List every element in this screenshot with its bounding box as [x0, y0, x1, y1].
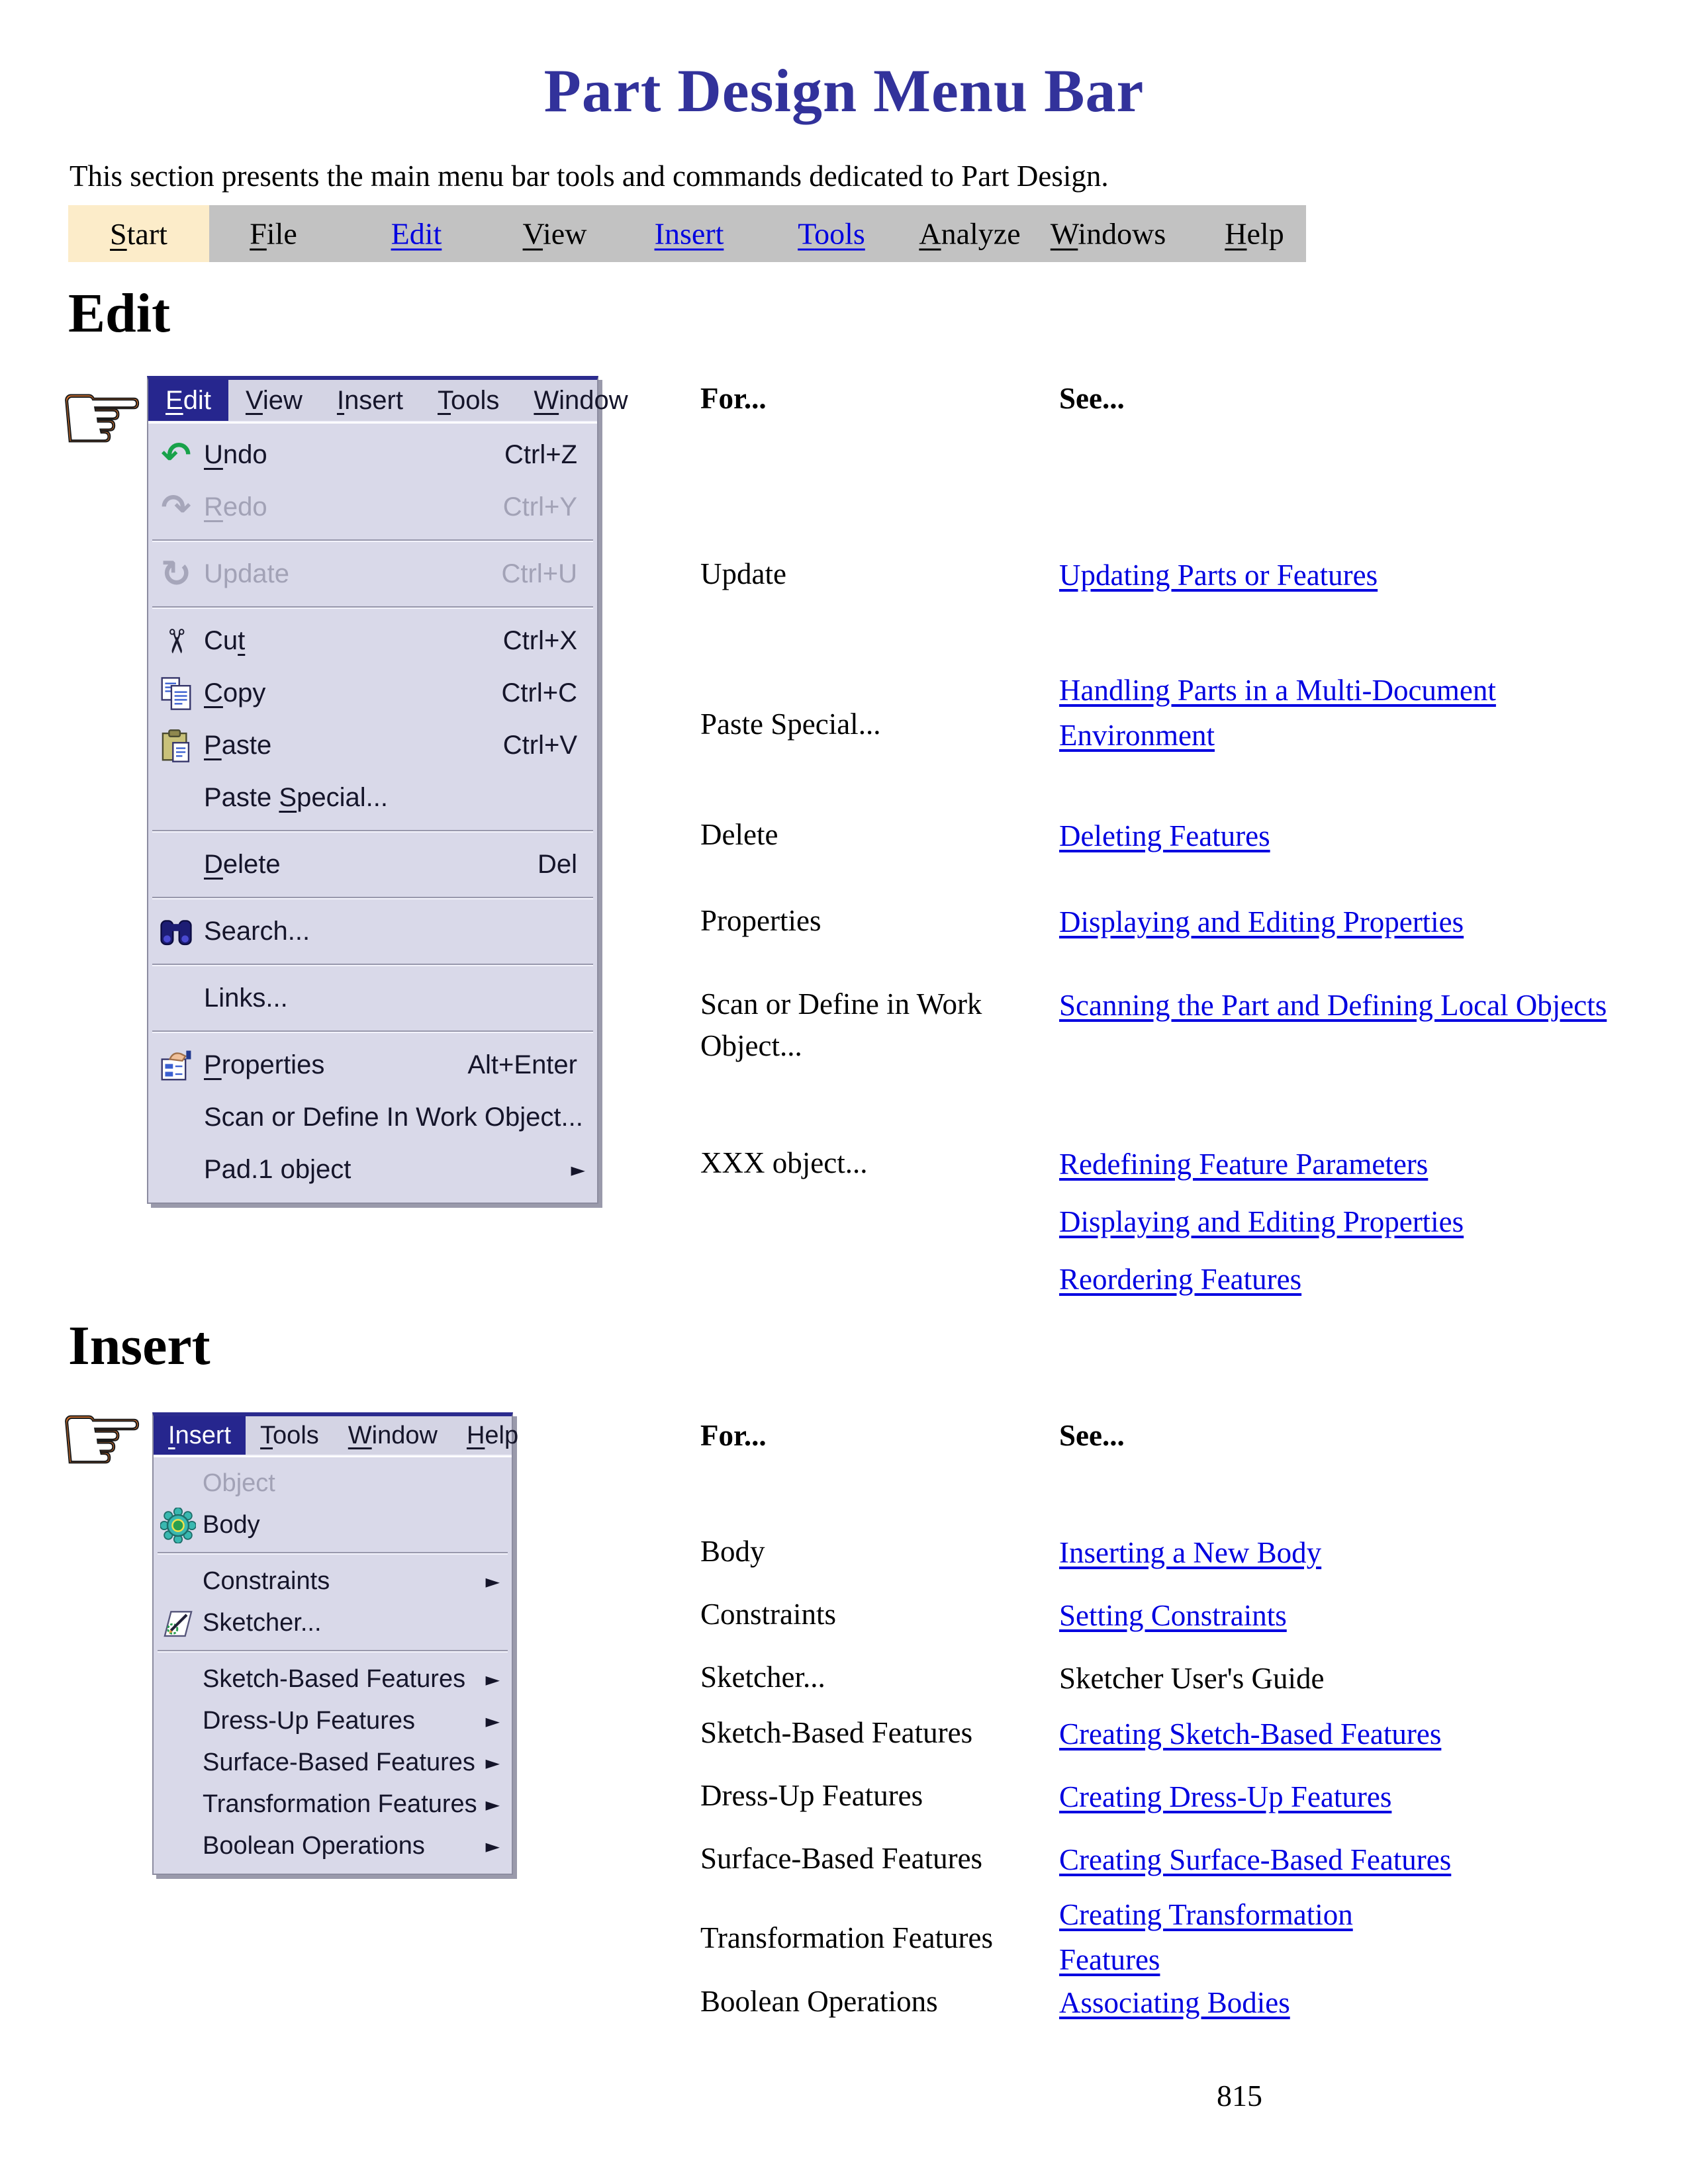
menu-item-tools[interactable]: Tools	[798, 216, 865, 251]
menu-item-update[interactable]: ↻ Update Ctrl+U	[148, 548, 597, 600]
menu-item-links[interactable]: Links...	[204, 983, 288, 1013]
menu-item-sketcher[interactable]: Sketcher...	[154, 1602, 512, 1644]
cut-icon: ✂	[157, 627, 195, 655]
menu-item-paste-special[interactable]: Paste Special...	[204, 783, 388, 812]
menu-item-sketch-based-features[interactable]: Sketch-Based Features ►	[203, 1665, 500, 1693]
menu-item-properties[interactable]: Properties Alt+Enter	[148, 1039, 597, 1091]
insert-menu-menubar	[154, 1416, 519, 1456]
menubar-item-tools[interactable]: Tools	[260, 1421, 319, 1449]
table-header-see: See...	[1059, 1419, 1125, 1452]
link-creating-dress-up-features[interactable]: Creating Dress-Up Features	[1059, 1780, 1392, 1813]
menu-separator	[158, 1650, 508, 1653]
submenu-arrow-icon: ►	[485, 1710, 500, 1732]
workbench-menu-bar	[68, 205, 1306, 262]
menu-separator	[152, 897, 593, 899]
submenu-arrow-icon: ►	[485, 1794, 500, 1815]
menu-item-copy[interactable]: Copy Ctrl+C	[148, 667, 597, 719]
menu-item-delete[interactable]: Delete Del	[204, 850, 577, 879]
menu-item-insert[interactable]: Insert	[654, 216, 724, 251]
menu-separator	[152, 830, 593, 833]
menu-separator	[152, 1030, 593, 1033]
menubar-item-help[interactable]: Help	[466, 1421, 519, 1449]
link-reordering-features[interactable]: Reordering Features	[1059, 1263, 1302, 1296]
link-displaying-editing-properties-2[interactable]: Displaying and Editing Properties	[1059, 1205, 1464, 1238]
body-icon	[154, 1508, 203, 1543]
link-handling-parts-multi-document[interactable]: Handling Parts in a Multi-Document Environment	[1059, 674, 1496, 752]
menu-item-pad1-object[interactable]: Pad.1 object ►	[204, 1155, 585, 1184]
edit-menu-menubar	[148, 380, 628, 422]
table-header-see: See...	[1059, 382, 1125, 415]
table-header-for: For...	[700, 1419, 767, 1452]
search-icon	[148, 915, 204, 949]
intro-text: This section presents the main menu bar tools and commands dedicated to Part Design.	[70, 159, 1109, 193]
update-icon: ↻	[160, 553, 192, 596]
page-number: 815	[1217, 2079, 1262, 2113]
menu-item-surface-based-features[interactable]: Surface-Based Features ►	[203, 1749, 500, 1776]
menu-item-boolean-operations[interactable]: Boolean Operations ►	[203, 1832, 500, 1860]
link-creating-surface-based-features[interactable]: Creating Surface-Based Features	[1059, 1843, 1452, 1876]
menu-item-search[interactable]: Search...	[148, 905, 597, 958]
menu-item-edit[interactable]: Edit	[391, 216, 442, 251]
menu-separator	[158, 1552, 508, 1555]
edit-menu-dropdown	[148, 422, 597, 1203]
link-redefining-feature-parameters[interactable]: Redefining Feature Parameters	[1059, 1148, 1429, 1181]
menu-item-constraints[interactable]: Constraints ►	[203, 1567, 500, 1595]
undo-icon: ↶	[161, 434, 191, 476]
menubar-item-insert[interactable]: Insert	[154, 1416, 246, 1455]
insert-menu-screenshot	[152, 1412, 519, 1875]
edit-reference-table: For... See... Update Updating Parts or Features Paste Special... Handling Parts in a Multi-Document Environment Delete Deleting Features Properties Displaying and Editing Properties Scan or Define in Work Object... Scanning the Part and Defining Local Objects XXX object... Redefining Feature Parameters Displaying and Editing Properties Reordering Features	[700, 382, 1607, 1296]
link-setting-constraints[interactable]: Setting Constraints	[1059, 1599, 1287, 1632]
menu-item-object[interactable]: Object	[203, 1469, 275, 1497]
link-scanning-part-defining-local-objects[interactable]: Scanning the Part and Defining Local Objects	[1059, 989, 1607, 1022]
menu-item-help[interactable]: Help	[1225, 216, 1284, 251]
menu-item-view[interactable]: View	[522, 216, 587, 251]
pointing-hand-icon: ☞	[57, 1380, 148, 1497]
paste-icon	[148, 729, 204, 763]
menu-item-start[interactable]: Start	[68, 205, 209, 262]
menubar-item-tools[interactable]: Tools	[438, 385, 500, 415]
text-sketcher-users-guide: Sketcher User's Guide	[1059, 1662, 1325, 1695]
pointing-hand-icon: ☞	[57, 359, 148, 476]
insert-reference-table: For... See... Body Inserting a New Body Constraints Setting Constraints Sketcher... Sketcher User's Guide Sketch-Based Features Creating Sketch-Based Features Dress-Up Features Creating Dress-Up Features Surface-Based Features Creating Surface-Based Features Transformation Features Creating Transformation Features Boolean Operations Associating Bodies	[700, 1406, 1673, 2068]
submenu-arrow-icon: ►	[485, 1752, 500, 1774]
submenu-arrow-icon: ►	[485, 1570, 500, 1592]
link-inserting-a-new-body[interactable]: Inserting a New Body	[1059, 1536, 1322, 1569]
menu-separator	[152, 964, 593, 966]
link-associating-bodies[interactable]: Associating Bodies	[1059, 1986, 1290, 2019]
menu-item-undo[interactable]: ↶ Undo Ctrl+Z	[148, 429, 597, 481]
menu-item-paste[interactable]: Paste Ctrl+V	[148, 719, 597, 772]
section-heading-insert: Insert	[68, 1315, 211, 1377]
edit-menu-screenshot	[147, 376, 628, 1204]
menu-item-analyze[interactable]: Analyze	[919, 216, 1021, 251]
menu-item-windows[interactable]: Windows	[1050, 216, 1166, 251]
link-creating-sketch-based-features[interactable]: Creating Sketch-Based Features	[1059, 1717, 1442, 1751]
link-creating-transformation-features[interactable]: Creating Transformation Features	[1059, 1898, 1353, 1976]
page-title: Part Design Menu Bar	[543, 57, 1145, 124]
menubar-item-window[interactable]: Window	[534, 385, 628, 415]
menu-item-cut[interactable]: ✂ Cut Ctrl+X	[148, 615, 597, 667]
redo-icon: ↷	[161, 486, 191, 528]
submenu-arrow-icon: ►	[571, 1159, 585, 1181]
properties-icon	[148, 1048, 204, 1083]
menu-item-transformation-features[interactable]: Transformation Features ►	[203, 1790, 500, 1818]
link-updating-parts-or-features[interactable]: Updating Parts or Features	[1059, 559, 1378, 592]
table-header-for: For...	[700, 382, 767, 415]
menubar-item-view[interactable]: View	[245, 385, 303, 415]
submenu-arrow-icon: ►	[485, 1668, 500, 1690]
sketcher-icon	[154, 1606, 203, 1641]
insert-menu-dropdown	[154, 1456, 512, 1874]
link-deleting-features[interactable]: Deleting Features	[1059, 819, 1270, 852]
submenu-arrow-icon: ►	[485, 1835, 500, 1857]
menu-item-body[interactable]: Body	[154, 1504, 512, 1546]
copy-icon	[148, 676, 204, 711]
menubar-item-edit[interactable]: Edit	[148, 380, 228, 421]
menu-item-scan-or-define[interactable]: Scan or Define In Work Object...	[204, 1103, 583, 1132]
section-heading-edit: Edit	[68, 283, 171, 344]
link-displaying-editing-properties[interactable]: Displaying and Editing Properties	[1059, 905, 1464, 938]
menu-separator	[152, 539, 593, 542]
menu-item-dress-up-features[interactable]: Dress-Up Features ►	[203, 1707, 500, 1735]
menu-item-redo[interactable]: ↷ Redo Ctrl+Y	[148, 481, 597, 533]
menu-item-file[interactable]: File	[250, 216, 297, 251]
menubar-item-window[interactable]: Window	[348, 1421, 438, 1449]
menubar-item-insert[interactable]: Insert	[336, 385, 403, 415]
menu-separator	[152, 606, 593, 609]
